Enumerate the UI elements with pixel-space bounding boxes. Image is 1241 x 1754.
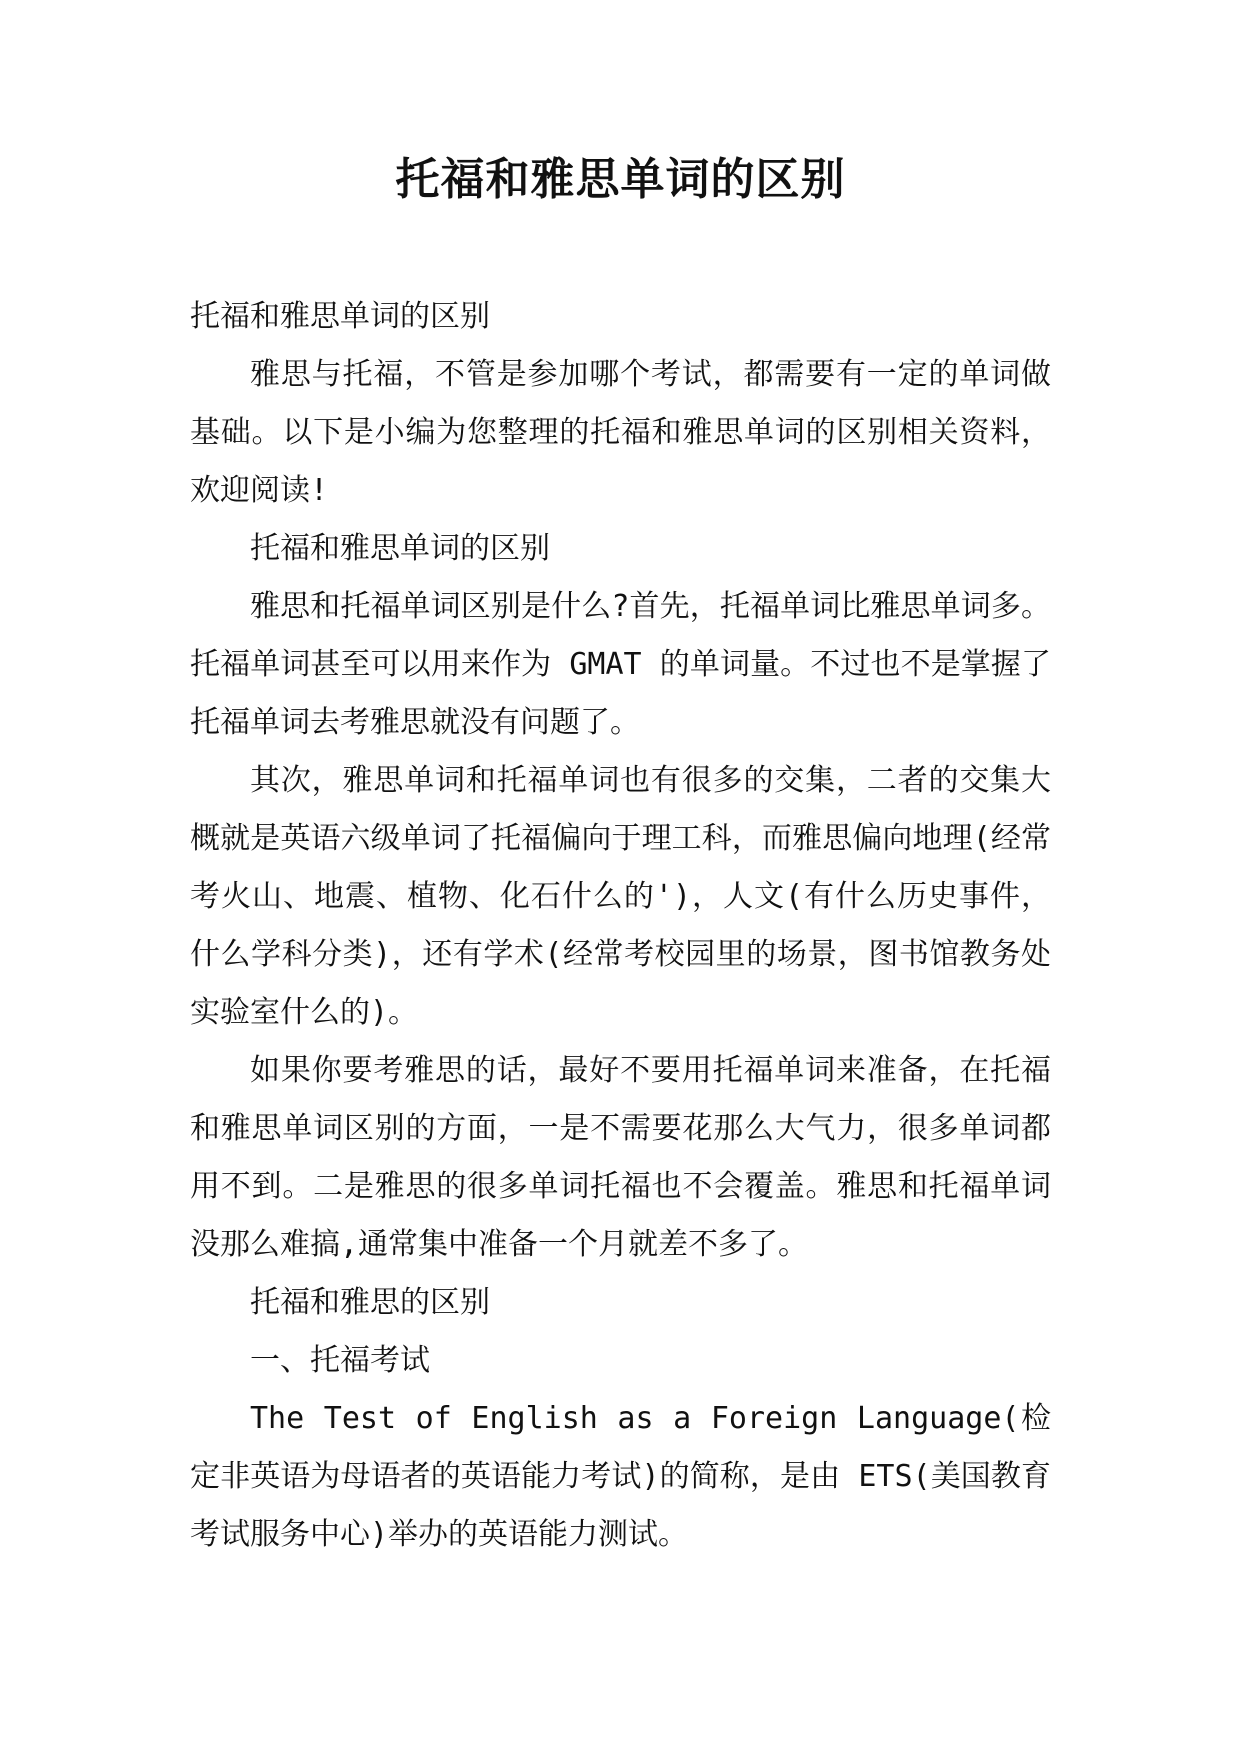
paragraph: 其次，雅思单词和托福单词也有很多的交集，二者的交集大概就是英语六级单词了托福偏向于理工科，而雅思偏向地理(经常考火山、地震、植物、化石什么的')，人文(有什么历史事件，什么学科分类)，还有学术(经常考校园里的场景，图书馆教务处实验室什么的)。 — [190, 763, 1051, 1030]
paragraph-heading: 托福和雅思单词的区别 — [250, 531, 550, 566]
paragraph: 雅思和托福单词区别是什么?首先，托福单词比雅思单词多。托福单词甚至可以用来作为 GMAT 的单词量。不过也不是掌握了托福单词去考雅思就没有问题了。 — [190, 589, 1051, 740]
paragraph-heading: 一、托福考试 — [250, 1343, 430, 1378]
paragraph: The Test of English as a Foreign Language(检定非英语为母语者的英语能力考试)的简称，是由 ETS(美国教育考试服务中心)举办的英语能力测试。 — [190, 1401, 1051, 1552]
document-body — [190, 288, 1051, 1564]
paragraph: 雅思与托福，不管是参加哪个考试，都需要有一定的单词做基础。以下是小编为您整理的托福和雅思单词的区别相关资料，欢迎阅读! — [190, 357, 1051, 508]
document-title: 托福和雅思单词的区别 — [395, 154, 846, 205]
paragraph-subtitle: 托福和雅思单词的区别 — [190, 299, 490, 334]
paragraph: 如果你要考雅思的话，最好不要用托福单词来准备，在托福和雅思单词区别的方面，一是不需要花那么大气力，很多单词都用不到。二是雅思的很多单词托福也不会覆盖。雅思和托福单词没那么难搞,通常集中准备一个月就差不多了。 — [190, 1053, 1051, 1262]
paragraph-heading: 托福和雅思的区别 — [250, 1285, 490, 1320]
